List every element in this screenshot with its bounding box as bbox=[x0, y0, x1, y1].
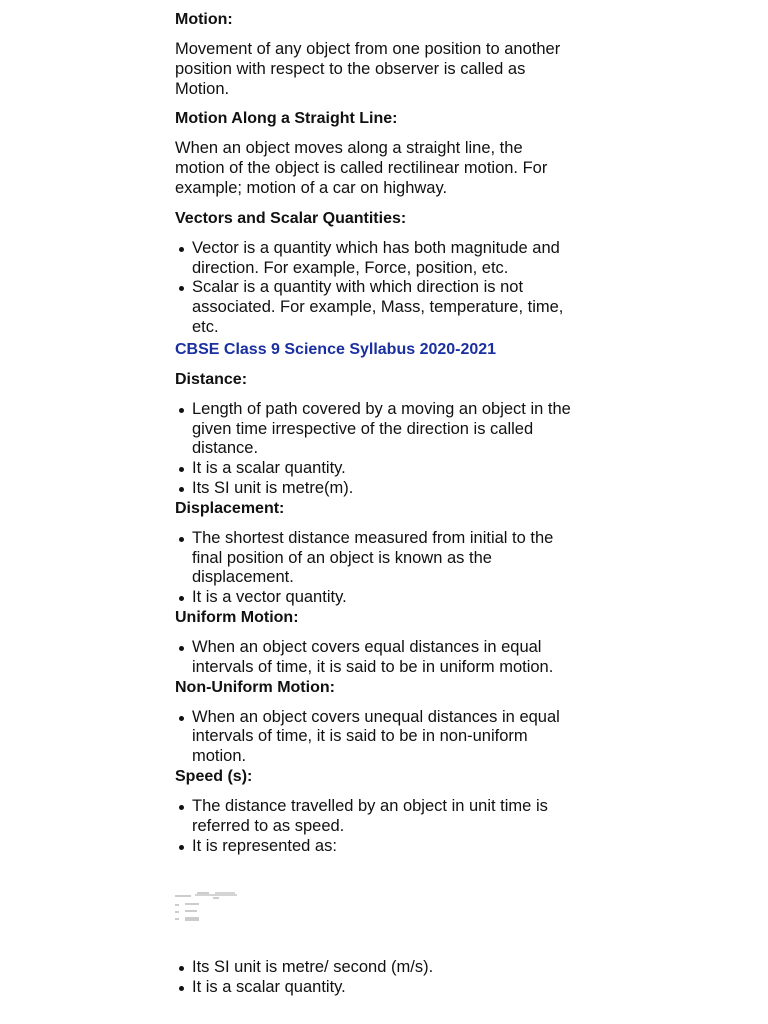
vectors-heading: Vectors and Scalar Quantities: bbox=[175, 209, 407, 227]
straight-line-heading: Motion Along a Straight Line: bbox=[175, 110, 398, 128]
uniform-motion-heading: Uniform Motion: bbox=[175, 608, 299, 626]
list-item: Length of path covered by a moving an object in the given time irrespective of the direction is called distance. bbox=[175, 400, 575, 459]
document-page bbox=[175, 10, 575, 998]
displacement-heading: Displacement: bbox=[175, 499, 285, 517]
non-uniform-motion-heading: Non-Uniform Motion: bbox=[175, 678, 335, 696]
non-uniform-motion-list bbox=[175, 708, 575, 767]
uniform-motion-list bbox=[175, 638, 575, 678]
motion-heading: Motion: bbox=[175, 11, 233, 28]
speed-list bbox=[175, 797, 575, 856]
list-item: Its SI unit is metre/ second (m/s). bbox=[175, 958, 575, 978]
speed-list-continued bbox=[175, 958, 575, 998]
list-item: It is a vector quantity. bbox=[175, 588, 575, 608]
list-item: The shortest distance measured from initial to the final position of an object is known as the displacement. bbox=[175, 529, 575, 588]
list-item: It is a scalar quantity. bbox=[175, 978, 575, 998]
list-item: Scalar is a quantity with which direction is not associated. For example, Mass, temperature, time, etc. bbox=[175, 278, 575, 337]
speed-formula-image bbox=[175, 890, 575, 942]
motion-text: Movement of any object from one position to another position with respect to the observer is called as Motion. bbox=[175, 40, 561, 98]
list-item: It is a scalar quantity. bbox=[175, 459, 575, 479]
speed-heading: Speed (s): bbox=[175, 767, 253, 785]
list-item: Vector is a quantity which has both magnitude and direction. For example, Force, position, etc. bbox=[175, 239, 575, 279]
list-item: When an object covers equal distances in equal intervals of time, it is said to be in uniform motion. bbox=[175, 638, 575, 678]
list-item: The distance travelled by an object in unit time is referred to as speed. bbox=[175, 797, 575, 837]
list-item: Its SI unit is metre(m). bbox=[175, 479, 575, 499]
vectors-list bbox=[175, 239, 575, 338]
straight-line-text: When an object moves along a straight line, the motion of the object is called rectilinear motion. For example; motion of a car on highway. bbox=[175, 139, 548, 197]
distance-heading: Distance: bbox=[175, 370, 248, 388]
syllabus-link[interactable]: CBSE Class 9 Science Syllabus 2020-2021 bbox=[175, 340, 497, 358]
distance-list bbox=[175, 400, 575, 499]
list-item: It is represented as: bbox=[175, 837, 575, 857]
list-item: When an object covers unequal distances in equal intervals of time, it is said to be in non-uniform motion. bbox=[175, 708, 575, 767]
formula-graphic bbox=[175, 890, 255, 926]
displacement-list bbox=[175, 529, 575, 608]
